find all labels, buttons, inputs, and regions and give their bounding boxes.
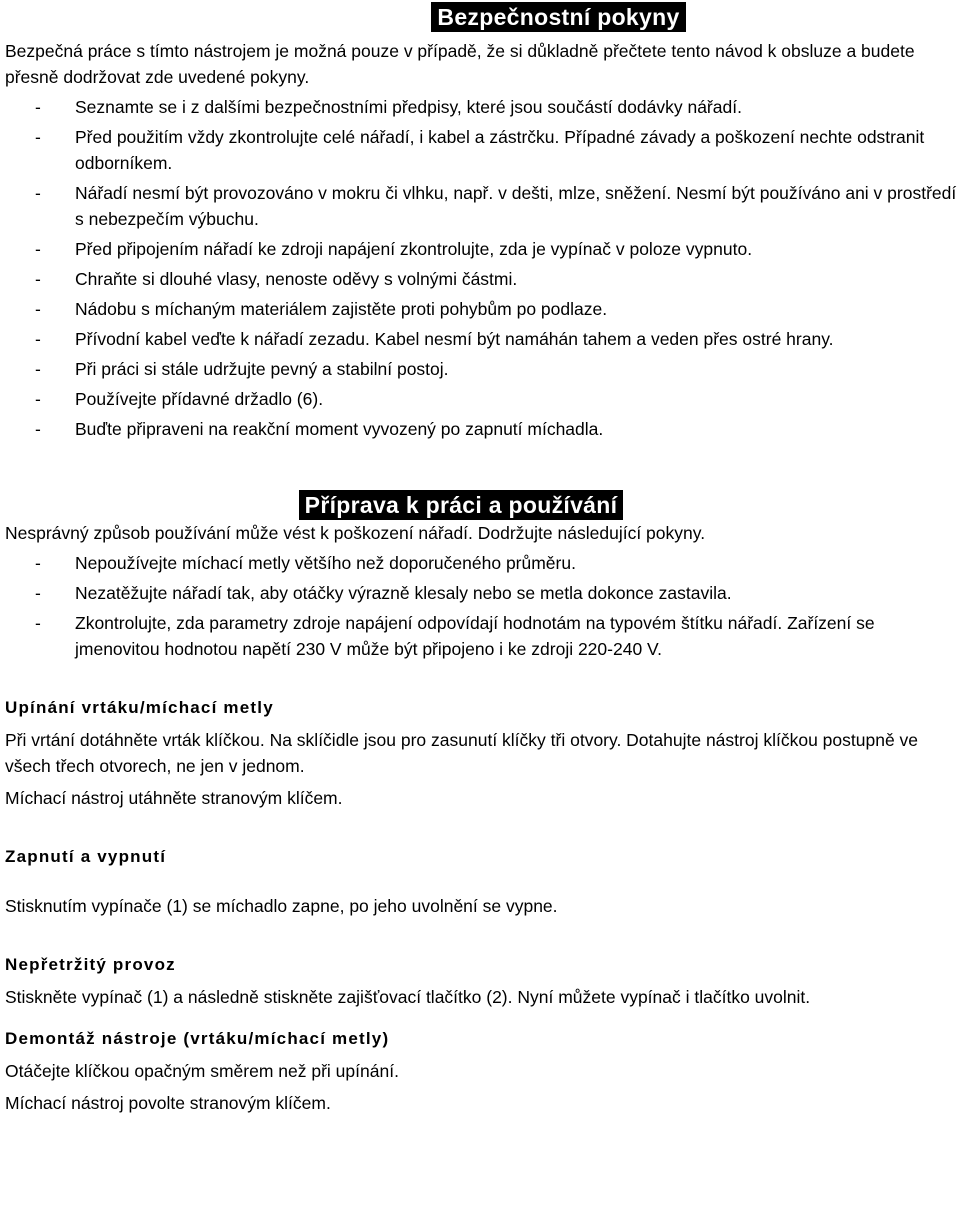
preparation-list xyxy=(5,550,957,662)
list-item xyxy=(5,266,957,292)
list-item-text: Používejte přídavné držadlo (6). xyxy=(75,389,324,409)
bullet-dash: - xyxy=(35,329,41,349)
safety-list xyxy=(5,94,957,442)
subsection-heading-clamping: Upínání vrtáku/míchací metly xyxy=(5,698,274,717)
preparation-intro: Nesprávný způsob používání může vést k poškození nářadí. Dodržujte následující pokyny. xyxy=(5,523,706,543)
list-item-text: Nádobu s míchaným materiálem zajistěte proti pohybům po podlaze. xyxy=(75,299,608,319)
list-item-text: Nářadí nesmí být provozováno v mokru či vlhku, např. v dešti, mlze, sněžení. Nesmí být používáno ani v prostředí s nebezpečím výbuchu. xyxy=(75,183,957,229)
list-item-text: Chraňte si dlouhé vlasy, nenoste oděvy s volnými částmi. xyxy=(75,269,518,289)
paragraph: Míchací nástroj utáhněte stranovým klíčem. xyxy=(5,788,343,808)
section-banner-wrap xyxy=(5,0,957,32)
paragraph: Míchací nástroj povolte stranovým klíčem. xyxy=(5,1093,331,1113)
section-banner-wrap xyxy=(5,490,957,520)
bullet-dash: - xyxy=(35,583,41,603)
spacer xyxy=(5,442,957,490)
bullet-dash: - xyxy=(35,359,41,379)
list-item xyxy=(5,326,957,352)
subsection-heading-removal: Demontáž nástroje (vrtáku/míchací metly) xyxy=(5,1029,390,1048)
bullet-dash: - xyxy=(35,269,41,289)
list-item xyxy=(5,94,957,120)
bullet-dash: - xyxy=(35,127,41,147)
manual-page xyxy=(5,0,957,1116)
list-item xyxy=(5,610,957,662)
list-item-text: Před použitím vždy zkontrolujte celé nářadí, i kabel a zástrčku. Případné závady a poškození nechte odstranit odborníkem. xyxy=(75,127,925,173)
paragraph: Stiskněte vypínač (1) a následně stiskněte zajišťovací tlačítko (2). Nyní můžete vypínač i tlačítko uvolnit. xyxy=(5,987,811,1007)
bullet-dash: - xyxy=(35,239,41,259)
subsection-heading-continuous: Nepřetržitý provoz xyxy=(5,955,176,974)
list-item-text: Při práci si stále udržujte pevný a stabilní postoj. xyxy=(75,359,449,379)
bullet-dash: - xyxy=(35,613,41,633)
spacer xyxy=(5,662,957,695)
list-item xyxy=(5,236,957,262)
list-item xyxy=(5,386,957,412)
bullet-dash: - xyxy=(35,97,41,117)
paragraph: Stisknutím vypínače (1) se míchadlo zapne, po jeho uvolnění se vypne. xyxy=(5,896,558,916)
spacer xyxy=(5,919,957,952)
list-item-text: Seznamte se i z dalšími bezpečnostními předpisy, které jsou součástí dodávky nářadí. xyxy=(75,97,742,117)
list-item xyxy=(5,296,957,322)
list-item xyxy=(5,124,957,176)
spacer xyxy=(5,1010,957,1026)
subsection-heading-on-off: Zapnutí a vypnutí xyxy=(5,847,167,866)
list-item xyxy=(5,416,957,442)
list-item-text: Nepoužívejte míchací metly většího než doporučeného průměru. xyxy=(75,553,576,573)
bullet-dash: - xyxy=(35,553,41,573)
safety-intro: Bezpečná práce s tímto nástrojem je možná pouze v případě, že si důkladně přečtete tento návod k obsluze a budete přesně dodržovat zde uvedené pokyny. xyxy=(5,41,915,87)
safety-title-banner: Bezpečnostní pokyny xyxy=(431,2,685,32)
list-item xyxy=(5,356,957,382)
list-item-text: Před připojením nářadí ke zdroji napájení zkontrolujte, zda je vypínač v poloze vypnuto. xyxy=(75,239,753,259)
list-item xyxy=(5,580,957,606)
list-item xyxy=(5,180,957,232)
list-item-text: Zkontrolujte, zda parametry zdroje napájení odpovídají hodnotám na typovém štítku nářadí. Zařízení se jmenovitou hodnotou napětí 230 V může být připojeno i ke zdroji 220-240 V. xyxy=(75,613,875,659)
bullet-dash: - xyxy=(35,299,41,319)
bullet-dash: - xyxy=(35,389,41,409)
list-item xyxy=(5,550,957,576)
preparation-title-banner: Příprava k práci a používání xyxy=(299,490,624,520)
bullet-dash: - xyxy=(35,183,41,203)
list-item-text: Nezatěžujte nářadí tak, aby otáčky výrazně klesaly nebo se metla dokonce zastavila. xyxy=(75,583,732,603)
spacer xyxy=(5,811,957,844)
list-item-text: Buďte připraveni na reakční moment vyvozený po zapnutí míchadla. xyxy=(75,419,604,439)
paragraph: Otáčejte klíčkou opačným směrem než při upínání. xyxy=(5,1061,399,1081)
paragraph: Při vrtání dotáhněte vrták klíčkou. Na sklíčidle jsou pro zasunutí klíčky tři otvory. Dotahujte nástroj klíčkou postupně ve všech třech otvorech, ne jen v jednom. xyxy=(5,730,919,776)
list-item-text: Přívodní kabel veďte k nářadí zezadu. Kabel nesmí být namáhán tahem a veden přes ostré hrany. xyxy=(75,329,834,349)
bullet-dash: - xyxy=(35,419,41,439)
